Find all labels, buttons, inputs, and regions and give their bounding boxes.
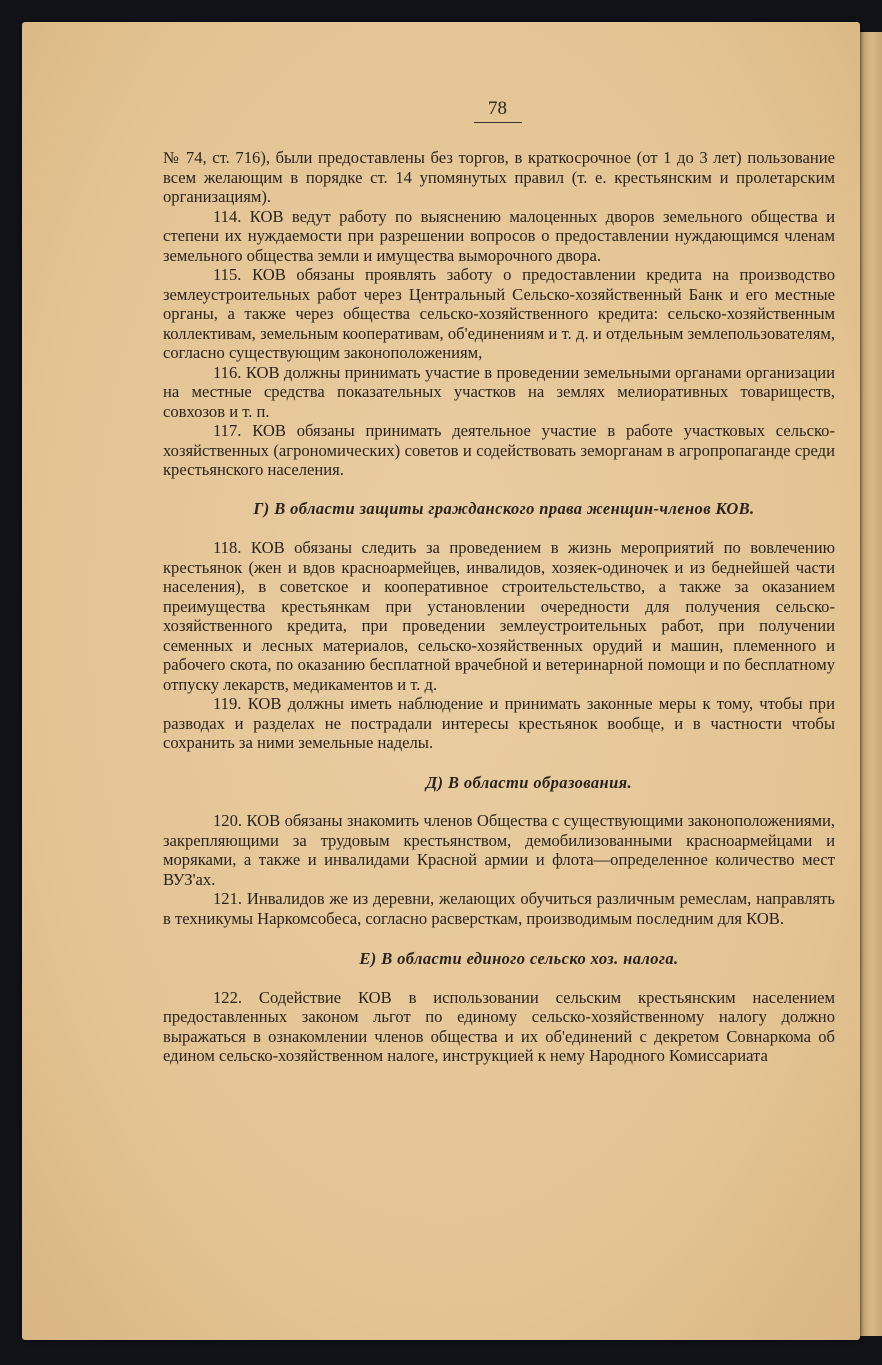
paragraph-121: 121. Инвалидов же из деревни, желающих обучиться различным ремеслам, направлять в техникумы Наркомсобеса, согласно расверсткам, производимым последним для КОВ. xyxy=(163,889,835,928)
section-heading-e: Е) В области единого сельско хоз. налога. xyxy=(359,949,679,968)
paragraph-continuation: № 74, ст. 716), были предоставлены без торгов, в краткосрочное (от 1 до 3 лет) пользование всем желающим в порядке ст. 14 упомянутых правил (т. е. крестьянским и пролетарским организациям). xyxy=(163,148,835,206)
paragraph-115: 115. КОВ обязаны проявлять заботу о предоставлении кредита на производство землеустроительных работ через Центральный Сельско-хозяйственный Банк и его местные органы, а также через общества сельско-хозяйственного кредита: сельско-хозяйственным коллективам, земельным кооперативам, об'единениям и т. д. и отдельным землепользователям, согласно существующим законоположениям, xyxy=(163,265,835,362)
page-number: 78 xyxy=(488,98,507,119)
paragraph-116: 116. КОВ должны принимать участие в проведении земельными органами организации на местные средства показательных участков на землях мелиоративных товариществ, совхозов и т. п. xyxy=(163,362,835,421)
document-body xyxy=(163,148,835,1066)
paragraph-117: 117. КОВ обязаны принимать деятельное участие в работе участковых сельско-хозяйственных (агрономических) советов и содействовать земорганам в агропропаганде среди крестьянского населения. xyxy=(163,421,835,479)
section-heading-d: Д) В области образования. xyxy=(425,772,633,792)
paragraph-120: 120. КОВ обязаны знакомить членов Общества с существующими законоположениями, закрепляющими за трудовым крестьянством, демобилизованными красноармейцами и моряками, а также и инвалидами Красной армии и флота—определенное количество мест ВУЗ'ах. xyxy=(163,811,835,889)
paragraph-119: 119. КОВ должны иметь наблюдение и принимать законные меры к тому, чтобы при разводах и разделах не пострадали интересы крестьянок вообще, и в частности чтобы сохранить за ними земельные наделы. xyxy=(163,694,835,752)
section-heading-g: Г) В области защиты гражданского права женщин-членов КОВ. xyxy=(253,498,755,518)
paragraph-114: 114. КОВ ведут работу по выяснению малоценных дворов земельного общества и степени их нуждаемости при разрешении вопросов о предоставлении нуждающимся членам земельного общества земли и имущества выморочного двора. xyxy=(163,206,835,265)
paragraph-118: 118. КОВ обязаны следить за проведением в жизнь мероприятий по вовлечению крестьянок (жен и вдов красноармейцев, инвалидов, хозяек-одиночек и из беднейшей части населения), в советское и кооперативное строительстельство, а также за оказанием преимущества крестьянкам при установлении очередности для получения сельско-хозяйственного кредита, при проведении землеустроительных работ, при получении семенных и лесных материалов, сельско-хозяйственных орудий и машин, племенного и рабочего скота, по оказанию бесплатной врачебной и ветеринарной помощи и по бесплатному отпуску лекарств, медикаментов и т. д. xyxy=(163,538,835,694)
page-number-rule xyxy=(474,122,522,123)
paragraph-122: 122. Содействие КОВ в использовании сельским крестьянским населением предоставленных законом льгот по единому сельско-хозяйственному налогу должно выражаться в ознакомлении членов общества и их об'единений с декретом Совнаркома об едином сельско-хозяйственном налоге, инструкцией к нему Народного Комиссариата xyxy=(163,987,835,1065)
